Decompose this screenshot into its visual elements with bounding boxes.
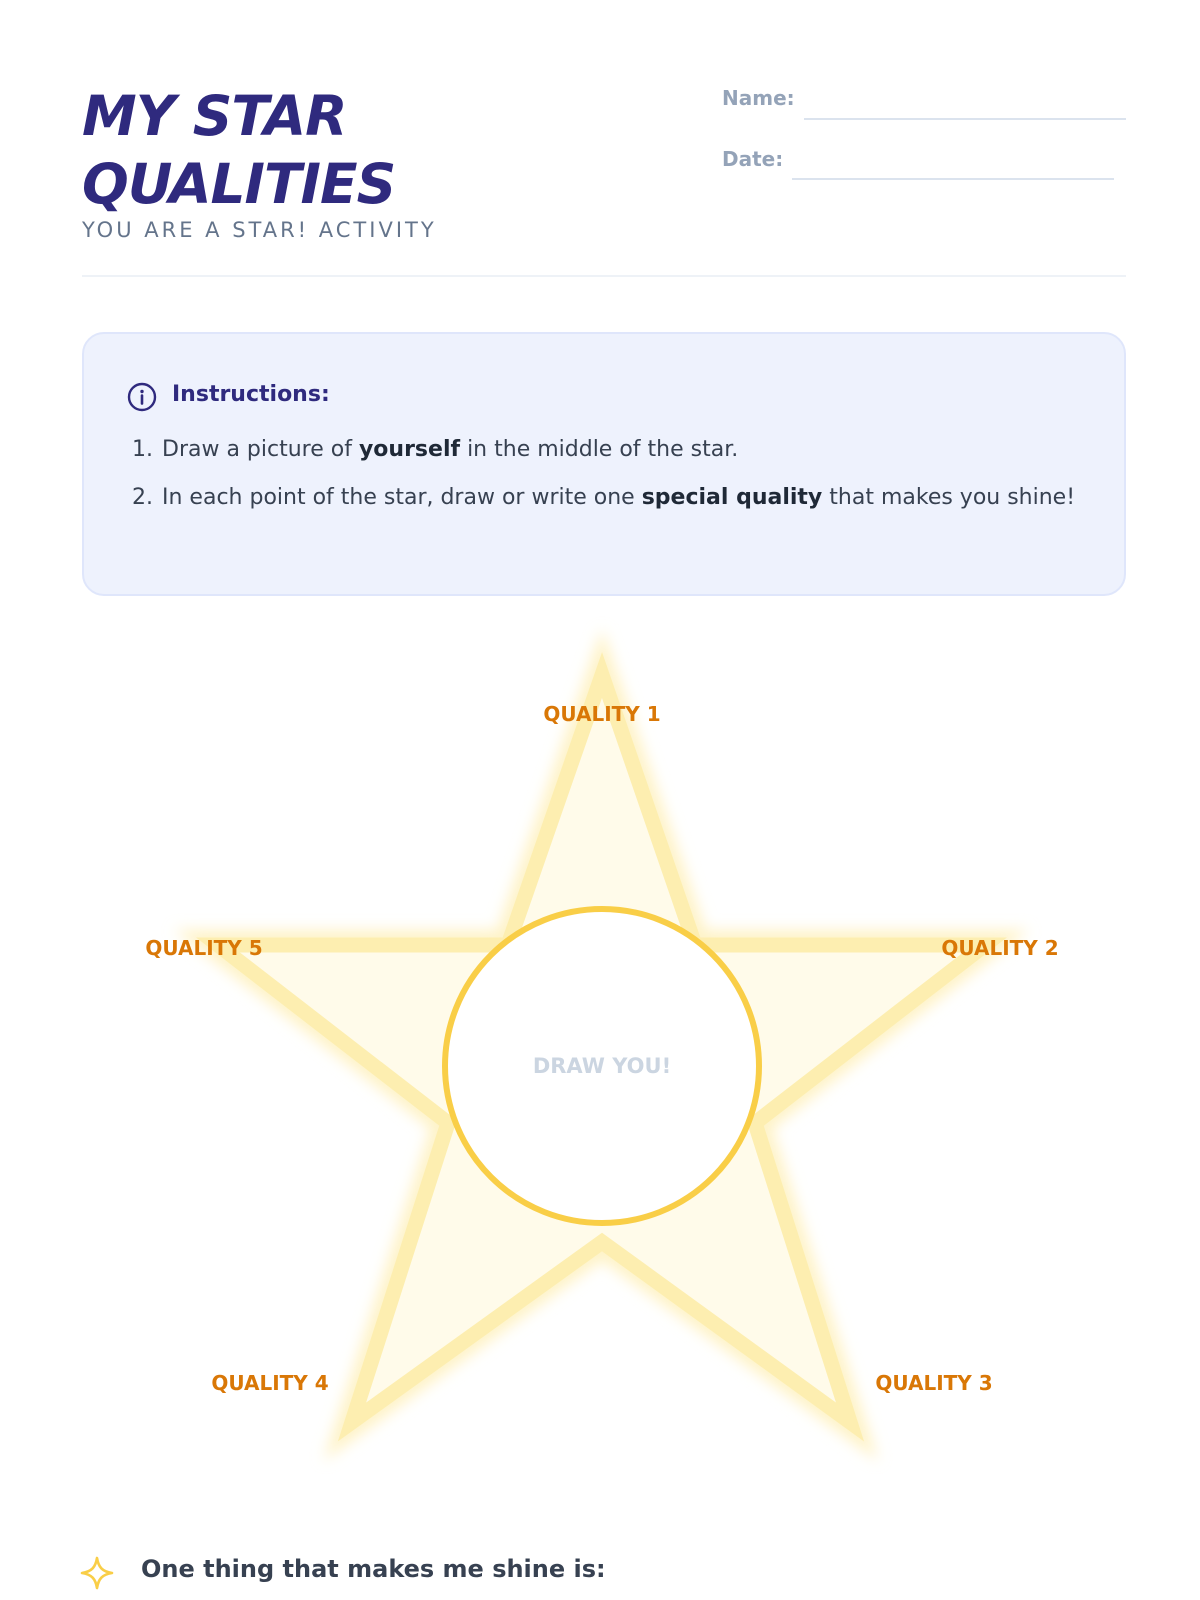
page-title: MY STAR QUALITIES [82,84,396,216]
quality-3-label: QUALITY 3 [875,1371,993,1395]
quality-5-label: QUALITY 5 [145,936,263,960]
date-label: Date: [722,147,784,171]
page-subtitle: YOU ARE A STAR! ACTIVITY [82,218,437,242]
sparkle-icon [80,1556,114,1590]
quality-1-label: QUALITY 1 [543,702,661,726]
name-label: Name: [722,86,795,110]
instruction-text: that makes you shine! [822,485,1076,510]
instruction-emphasis: yourself [358,437,461,462]
instruction-emphasis: special quality [641,485,823,510]
instruction-text: In each point of the star, draw or write one [162,485,642,510]
instruction-text: in the middle of the star. [460,437,739,462]
instruction-number: 2. [132,485,153,510]
draw-you-label: DRAW YOU! [532,1054,672,1078]
instruction-number: 1. [132,437,153,462]
instructions-heading: Instructions: [172,382,330,407]
quality-2-label: QUALITY 2 [941,936,1059,960]
instruction-text: Draw a picture of [162,437,359,462]
quality-4-label: QUALITY 4 [211,1371,329,1395]
shine-prompt: One thing that makes me shine is: [141,1555,606,1583]
